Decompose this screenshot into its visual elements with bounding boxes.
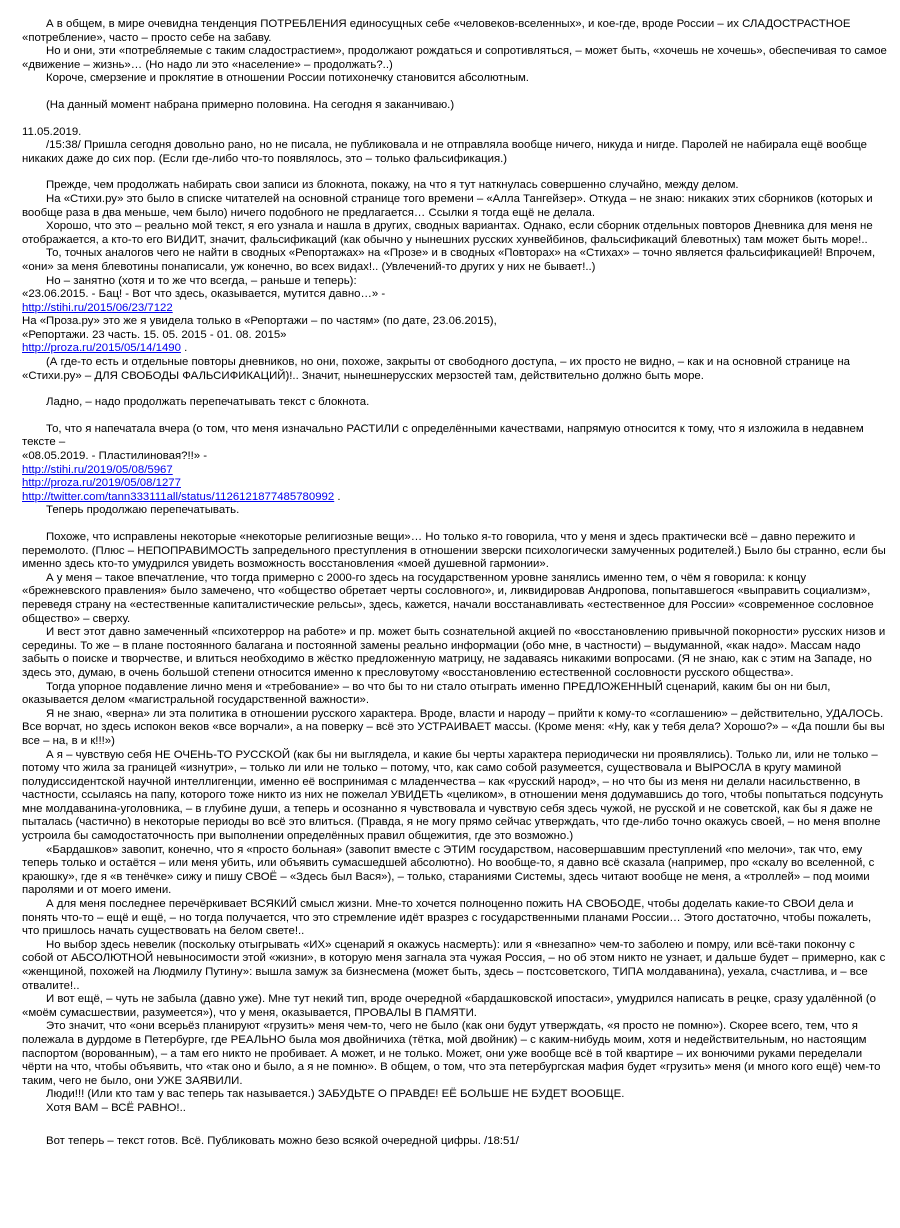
paragraph-gap [22,113,888,126]
paragraph: Короче, смерзение и проклятие в отношении России потихонечку становится абсолютным. [46,72,529,85]
paragraph: «Бардашков» завопит, конечно, что я «просто больная» (завопит вместе с ЭТИМ государством, насовершавшим преступлений «по мелочи», так что, ему теперь только и остаётся – или меня убить, или объявить сумасшедшей абсолютно). Но вообще-то, я давно всё сказала (например, про «скалу во вселенной, с краюшку», где я «в тенёчке» сижу и пишу СВОЁ – «Здесь был Вася»), – только, стараниями Системы, здесь читают вообще не меня, а «троллей» – под моими паролями и от моего имени. [22,843,875,897]
paragraph: Но и они, эти «потребляемые с таким сладострастием», продолжают рождаться и сопротивляться, – может быть, «хочешь не хочешь», обеспечивая то самое «движение – жизнь»… (Но надо ли это «население» – продолжать?..) [22,45,887,71]
paragraph: А в общем, в мире очевидна тенденция ПОТРЕБЛЕНИЯ единосущных себе «человеков-вселенных», и кое-где, вроде России – их СЛАДОСТРАСТНОЕ «потребление», часто – просто себе на забаву. [22,18,851,44]
url-link[interactable]: http://proza.ru/2015/05/14/1490 [22,342,181,355]
link-line [22,491,888,505]
paragraph: /15:38/ Пришла сегодня довольно рано, но не писала, не публиковала и не отправляла вообще ничего, никуда и нигде. Паролей не набирала ещё вообще никаких даже до сих пор. (Если где-либо что-то появлялось, это – только фальсификация.) [22,139,867,165]
paragraph: То, что я напечатала вчера (о том, что меня изначально РАСТИЛИ с определёнными качествами, напрямую относится к тому, что я изложила в недавнем тексте – [22,422,864,449]
paragraph-gap [22,383,888,396]
url-link[interactable]: http://stihi.ru/2019/05/08/5967 [22,463,173,476]
link-line [22,464,888,478]
paragraph: Ладно, – надо продолжать перепечатывать текст с блокнота. [46,396,370,409]
paragraph: Вот теперь – текст готов. Всё. Публиковать можно безо всякой очередной цифры. /18:51/ [46,1134,519,1147]
paragraph: Но – занятно (хотя и то же что всегда, – раньше и теперь): [46,274,357,287]
paragraph: И вест этот давно замеченный «психотеррор на работе» и пр. может быть сознательной акцией по «восстановлению привычной покорности» русских низов и середины. То же – в плане постоянного балагана и постоянной замены реально информации (обо мне, в частности) – выдуманной, «как надо». Массам надо забыть о поиске и творчестве, и влиться необходимо в жёстко предложенную матрицу, не задаваясь никакими вопросами. (Я не знаю, как с этим на Западе, но здесь это, думаю, в очень большой степени относится именно к пресловутому «восстановлению естественной сословности русского общества». [22,626,886,679]
paragraph: Я не знаю, «верна» ли эта политика в отношении русского характера. Вроде, власти и народу – прийти к кому-то «соглашению» – действительно, УДАЛОСЬ. Все ворчат, но здесь испокон веков «все ворчали», а на поверку – всё это УСТРАИВАЕТ массы. (Кроме меня: «Ну, как у тебя дела? Хорошо?» – «Да пошли бы вы все – на, в и к!!!») [22,707,885,747]
paragraph: Хорошо, что это – реально мой текст, я его узнала и нашла в других, сводных вариантах. Однако, если сборник отдельных повторов Дневника для меня не отображается, а кто-то его ВИДИТ, значит, фальсификаций (как обычно у нынешних русских хунвейбинов, фальсификаций блевотных) там может быть море!.. [22,220,873,246]
paragraph: Хотя ВАМ – ВСЁ РАВНО!.. [46,1101,186,1114]
paragraph: (А где-то есть и отдельные повторы дневников, но они, похоже, закрыты от свободного доступа, – их просто не видно, – как и на основной странице на «Стихи.ру» – ДЛЯ СВОБОДЫ ФАЛЬСИФИКАЦИЙ)!.. Значит, нынешнерусских мерзостей там, действительно должно быть море. [22,356,850,382]
url-link[interactable]: http://twitter.com/tann333111all/status/1126121877485780992 [22,490,335,503]
paragraph-gap [22,166,888,179]
paragraph: А для меня последнее перечёркивает ВСЯКИЙ смысл жизни. Мне-то хочется полноценно пожить НА СВОБОДЕ, чтобы доделать какие-то СВОИ дела и понять что-то – ещё и ещё, – но тогда получается, что это стремление идёт вразрез с государственными планами России… Этого достаточно, чтобы пожалеть, что пришлось начать существовать на белом свете!.. [22,898,872,938]
paragraph: Это значит, что «они всерьёз планируют «грузить» меня чем-то, чего не было (как они будут утверждать, «я просто не помню»). Скорее всего, тем, что я полежала в дурдоме в Петербурге, где РЕАЛЬНО была моя двойничиха (тётка, мой двойник) – с каким-нибудь моим, хотя и недействительным, но настоящим паспортом (ворованным), – а там его никто не пробивает. А может, и не только. Может, они уже вообще всё в той квартире – их вонючими руками переделали чёрти на что, чтобы объявить, что «так оно и было, а я не помню». В общем, о том, что эта петербургская мафия будет «грузить» меня (и много кого ещё) чем-то таким, чего не было, они УЖЕ ЗАЯВИЛИ. [22,1020,881,1087]
paragraph: 11.05.2019. [22,125,82,138]
link-suffix: . [334,490,341,503]
paragraph: «08.05.2019. - Пластилиновая?!!» - [22,450,208,463]
link-line [22,342,888,356]
paragraph: Прежде, чем продолжать набирать свои записи из блокнота, покажу, на что я тут наткнулась совершенно случайно, между делом. [46,179,739,192]
paragraph: «23.06.2015. - Бац! - Вот что здесь, оказывается, мутится давно…» - [22,288,386,301]
link-suffix: . [180,342,188,355]
link-line [22,302,888,316]
paragraph: Похоже, что исправлены некоторые «некоторые религиозные вещи»… Но только я-то говорила, что у меня и здесь практически всё – давно пережито и перемолото. (Плюс – НЕПОПРАВИМОСТЬ запредельного преступления в отношении зверски психологически замученных родителей.) Было бы странно, если бы именно здесь кто-то умудрился увидеть возможность восстановления «моей душевной гармонии». [22,531,886,571]
document-body [22,18,888,1148]
paragraph: «Репортажи. 23 часть. 15. 05. 2015 - 01. 08. 2015» [22,328,287,341]
paragraph: Люди!!! (Или кто там у вас теперь так называется.) ЗАБУДЬТЕ О ПРАВДЕ! ЕЁ БОЛЬШЕ НЕ БУДЕТ ВООБЩЕ. [46,1088,625,1101]
paragraph: То, точных аналогов чего не найти в сводных «Репортажах» на «Прозе» и в сводных «Повторах» на «Стихах» – точно является фальсификацией! Впрочем, «они» за меня блевотины понаписали, уж конечно, во всех видах!.. (Увлечений-то других у них не бывает!..) [22,247,876,273]
paragraph-gap [22,410,888,423]
paragraph-gap [22,86,888,99]
paragraph-gap [22,1116,888,1135]
url-link[interactable]: http://proza.ru/2019/05/08/1277 [22,477,181,490]
paragraph: Тогда упорное подавление лично меня и «требование» – во что бы то ни стало отыграть именно ПРЕДЛОЖЕННЫЙ сценарий, каким бы он ни был, оказывается делом «магистральной государственной важности». [22,680,831,707]
paragraph: (На данный момент набрана примерно половина. На сегодня я заканчиваю.) [46,98,455,111]
paragraph: И вот ещё, – чуть не забыла (давно уже). Мне тут некий тип, вроде очередной «бардашковской ипостаси», умудрился написать в рецке, сразу удалённой (о «моём сумасшествии, разумеется»), что у меня, оказывается, ПРОВАЛЫ В ПАМЯТИ. [22,993,876,1019]
url-link[interactable]: http://stihi.ru/2015/06/23/7122 [22,301,173,314]
paragraph-gap [22,518,888,531]
paragraph: На «Проза.ру» это же я увидела только в «Репортажи – по частям» (по дате, 23.06.2015), [22,315,497,328]
paragraph: А я – чувствую себя НЕ ОЧЕНЬ-ТО РУССКОЙ (как бы ни выглядела, и какие бы черты характера периодически ни проявлялись). Только ли, или не только – потому что жила за границей «изнутри», – только ли или не только – потому, что, как само собой разумеется, существовала и ВЫРОСЛА в кругу маминой полудиссидентской научной интеллигенции, именно её воспринимая с младенчества – как «русский народ», – но что бы из меня ни делали насильственно, в частности, ссылаясь на папу, которого тоже никто из них не пожелал УВИДЕТЬ «целиком», в отношении меня додумавшись до того, чтобы попытаться подсунуть мне молдаванина-уголовника, – в глубине души, а теперь и осознанно я чувствовала и чувствую себя здесь чужой, не русской и не советской, как бы я даже не пыталась (частично) в некоторые периоды во всё это влиться. (Правда, я не могу прямо сейчас утверждать, что где-либо точно окажусь своей, – но меня вполне устроила бы самодостаточность при выполнении определённых правил общежития, где это возможно.) [22,748,884,843]
paragraph: А у меня – такое впечатление, что тогда примерно с 2000-го здесь на государственном уровне занялись именно тем, о чём я говорила: к концу «брежневского правления» было замечено, что «общество обретает черты сословного», и, ликвидировав Андропова, попытавшегося «выправить социализм», переведя страну на «естественные капиталистические рельсы», здесь, кажется, начали восстанавливать «естественное для России» «современное сословное общество» – сверху. [22,571,874,625]
paragraph: Но выбор здесь невелик (поскольку отыгрывать «ИХ» сценарий я окажусь насмерть): или я «внезапно» чем-то заболею и помру, или всё-таки покончу с собой от АБСОЛЮТНОЙ невыносимости этой «жизни», в которую меня загнала эта чужая Россия, – но об этом никто не узнает, и дальше будет – примерно, как с «женщиной, похожей на Людмилу Путину»: вышла замуж за бизнесмена (может быть, здесь – постсоветского, ТИПА молдаванина), уехала, счастлива, и – все отвалите!.. [22,938,886,992]
link-line [22,477,888,491]
paragraph: Теперь продолжаю перепечатывать. [46,504,240,517]
paragraph: На «Стихи.ру» это было в списке читателей на основной странице того времени – «Алла Тангейзер». Откуда – не знаю: никаких этих сборников (которых и вообще раза в два меньше, чем было) ничего подобного не предлагается… Ссылки я тогда ещё не делала. [22,192,873,219]
